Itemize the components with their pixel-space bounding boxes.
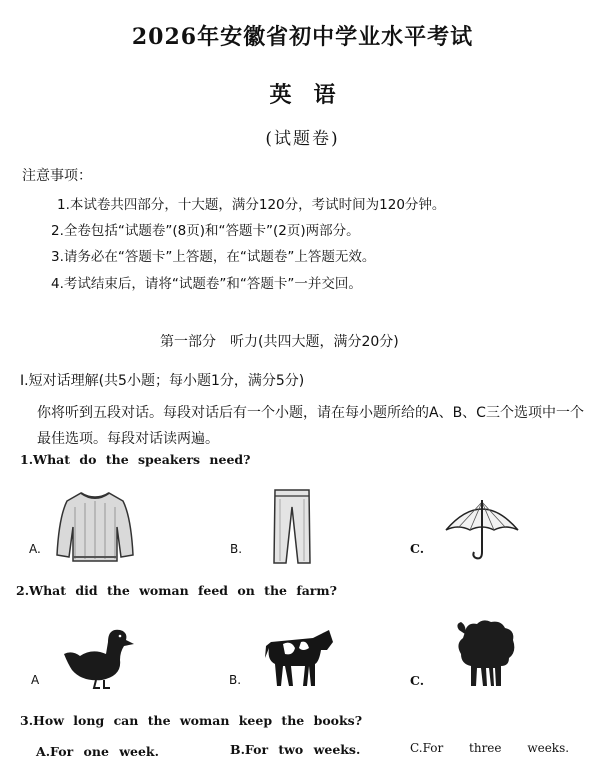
duck-icon [62,624,134,690]
sheep-icon [455,618,517,688]
notice-item: 1.本试卷共四部分，十大题，满分120分，考试时间为120分钟。 [57,197,446,213]
question-1-text: 1.What do the speakers need? [20,452,251,467]
q2-option-a-label: A [31,673,40,687]
notice-heading: 注意事项： [22,168,92,184]
section-heading: Ⅰ.短对话理解(共5小题；每小题1分，满分5分) [20,373,305,389]
q3-option-c: C.For three weeks. [410,741,570,755]
question-3-text: 3.How long can the woman keep the books? [20,713,363,728]
trousers-icon [272,487,312,565]
notice-item: 4.考试结束后，请将“试题卷”和“答题卡”一并交回。 [51,276,362,292]
section-instruction: 你将听到五段对话。每段对话后有一个小题，请在每小题所给的A、B、C三个选项中一个最佳选项。每段对话读两遍。 [37,405,584,447]
q3-option-b: B.For two weeks. [230,742,361,757]
notice-item: 2.全卷包括“试题卷”(8页)和“答题卡”(2页)两部分。 [51,223,360,239]
q2-option-b-label: B. [229,673,242,687]
subject-title: 英语 [269,82,358,108]
q2-option-c-label: C. [410,673,425,688]
q1-option-b-label: B. [230,542,243,556]
q1-option-c-label: C. [410,541,425,556]
paper-type-label: (试题卷) [265,129,340,149]
q3-option-a: A.For one week. [36,744,159,759]
cow-icon [263,628,335,690]
question-2-text: 2.What did the woman feed on the farm? [16,583,337,598]
sweater-icon [55,487,135,565]
q1-option-a-label: A. [29,542,41,556]
exam-title: 2026年安徽省初中学业水平考试 [131,24,474,50]
notice-item: 3.请务必在“答题卡”上答题，在“试题卷”上答题无效。 [51,249,376,265]
part-heading: 第一部分 听力(共四大题，满分20分) [160,334,399,350]
umbrella-icon [444,496,520,562]
